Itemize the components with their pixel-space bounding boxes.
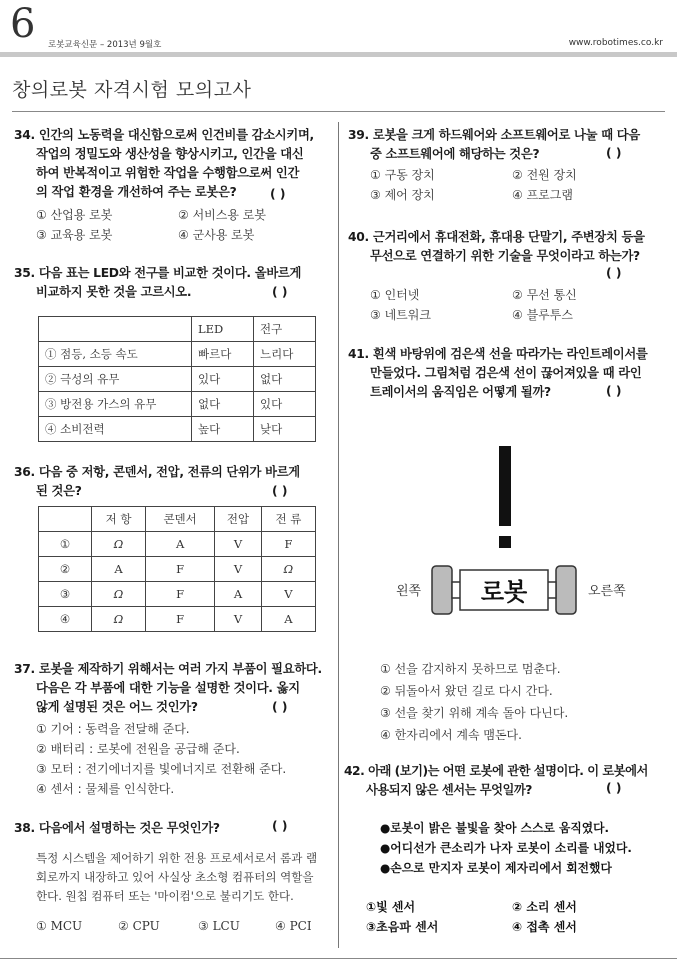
table-row [39, 582, 316, 607]
left-label: 왼쪽 [396, 584, 422, 599]
question-number: 39. [348, 128, 369, 142]
table-cell: 전압 [215, 507, 262, 532]
site-url: www.robotimes.co.kr [568, 38, 663, 48]
table-cell: ④ [39, 607, 92, 632]
table-cell: F [261, 532, 315, 557]
description-box [36, 849, 332, 906]
example-bullet: ●손으로 만지자 로봇이 제자리에서 회전했다 [380, 861, 612, 875]
header-bar [0, 52, 677, 57]
question-line: 사용되지 않은 센서는 무엇일까? [366, 783, 532, 797]
answer-paren: ( ) [606, 266, 622, 280]
example-bullet: ●로봇이 밝은 불빛을 찾아 스스로 움직였다. [380, 821, 610, 835]
question-40 [348, 228, 666, 266]
table-cell: Ω [92, 582, 146, 607]
option-4: ④ 한자리에서 계속 맴돈다. [380, 728, 522, 742]
black-line-dot [499, 536, 511, 548]
question-line: 중 소프트웨어에 해당하는 것은? [370, 147, 540, 161]
question-line: 다음에서 설명하는 것은 무엇인가? [38, 821, 220, 835]
option-3: ③ 제어 장치 [370, 188, 435, 202]
example-box [380, 818, 632, 878]
page-number: 6 [10, 1, 36, 47]
line-tracer-figure [340, 440, 670, 640]
option-2: ② 배터리 : 로봇에 전원을 공급해 준다. [36, 742, 240, 756]
description-line: 회로까지 내장하고 있어 사실상 초소형 컴퓨터의 역할을 [36, 870, 314, 884]
question-line: 만들었다. 그림처럼 검은색 선이 끊어져있을 때 라인 [370, 366, 642, 380]
answer-paren: ( ) [272, 285, 288, 299]
option-2: ② 서비스용 로봇 [178, 208, 266, 222]
answer-paren: ( ) [606, 781, 622, 795]
answer-paren: ( ) [272, 819, 288, 833]
question-line: 아래 (보기)는 어떤 로봇에 관한 설명이다. 이 로봇에서 [368, 764, 648, 778]
option-3: ③ 네트워크 [370, 308, 431, 322]
question-line: 작업의 정밀도와 생산성을 향상시키고, 인간을 대신 [36, 147, 304, 161]
footer-rule [0, 958, 677, 959]
option-4: ④ 프로그램 [512, 188, 573, 202]
option-4: ④ 블루투스 [512, 308, 573, 322]
table-cell: 빠르다 [192, 342, 254, 367]
option-2: ② 무선 통신 [512, 288, 577, 302]
answer-paren: ( ) [272, 484, 288, 498]
option-3: ③ 교육용 로봇 [36, 228, 113, 242]
table-cell: F [146, 582, 215, 607]
table-cell [39, 507, 92, 532]
question-line: 트레이서의 움직임은 어떻게 될까? [370, 385, 551, 399]
question-line: 의 작업 환경을 개선하여 주는 로봇은? [36, 185, 237, 199]
description-line: 한다. 원칩 컴퓨터 또는 '마이컴'으로 불리기도 한다. [36, 889, 294, 903]
table-cell: 없다 [254, 367, 316, 392]
option-2: ② 전원 장치 [512, 168, 577, 182]
publication-info: 로봇교육신문 – 2013년 9월호 [48, 40, 162, 50]
table-cell: A [261, 607, 315, 632]
table-cell: V [215, 607, 262, 632]
table-row [39, 342, 316, 367]
table-cell: 없다 [192, 392, 254, 417]
option-3: ③ 선을 찾기 위해 계속 돌아 다닌다. [380, 706, 569, 720]
section-title: 창의로봇 자격시험 모의고사 [12, 79, 252, 101]
black-line-upper [499, 446, 511, 526]
table-cell: 전구 [254, 317, 316, 342]
question-line: 다음 표는 LED와 전구를 비교한 것이다. 올바르게 [38, 266, 302, 280]
question-number: 35. [14, 266, 35, 280]
table-cell: 콘덴서 [146, 507, 215, 532]
table-cell: Ω [92, 607, 146, 632]
option-2: ② 소리 센서 [512, 900, 577, 914]
description-line: 특정 시스템을 제어하기 위한 전용 프로세서로서 롬과 램 [36, 851, 318, 865]
table-header-row [39, 317, 316, 342]
option-3: ③ LCU [198, 919, 240, 933]
answer-paren: ( ) [270, 187, 286, 201]
table-row [39, 417, 316, 442]
unit-table [38, 506, 316, 632]
table-row [39, 367, 316, 392]
left-wheel [432, 566, 452, 614]
table-cell: ③ [39, 582, 92, 607]
table-cell: LED [192, 317, 254, 342]
table-cell: 낮다 [254, 417, 316, 442]
table-row [39, 607, 316, 632]
table-cell: ④ 소비전력 [39, 417, 192, 442]
table-cell: ③ 방전용 가스의 유무 [39, 392, 192, 417]
table-cell: ② [39, 557, 92, 582]
table-cell: V [215, 532, 262, 557]
question-line: 인간의 노동력을 대신함으로써 인건비를 감소시키며, [38, 128, 314, 142]
question-number: 40. [348, 230, 369, 244]
table-cell: A [215, 582, 262, 607]
option-2: ② 뒤돌아서 왔던 길로 다시 간다. [380, 684, 553, 698]
table-cell: 높다 [192, 417, 254, 442]
answer-paren: ( ) [606, 384, 622, 398]
option-4: ④ 센서 : 물체를 인식한다. [36, 782, 175, 796]
question-line: 하여 반복적이고 위험한 작업을 수행함으로써 인간 [36, 166, 300, 180]
example-bullet: ●어디선가 큰소리가 나자 로봇이 소리를 내었다. [380, 841, 632, 855]
option-1: ①빛 센서 [366, 900, 416, 914]
right-wheel [556, 566, 576, 614]
table-cell: V [261, 582, 315, 607]
option-3: ③초음파 센서 [366, 920, 439, 934]
question-number: 36. [14, 465, 35, 479]
answer-paren: ( ) [606, 146, 622, 160]
question-line: 로봇을 크게 하드웨어와 소프트웨어로 나눌 때 다음 [372, 128, 640, 142]
question-line: 로봇을 제작하기 위해서는 여러 가지 부품이 필요하다. [38, 662, 322, 676]
right-label: 오른쪽 [588, 584, 626, 599]
table-cell: ② 극성의 유무 [39, 367, 192, 392]
question-line: 비교하지 못한 것을 고르시오. [36, 285, 192, 299]
answer-paren: ( ) [272, 700, 288, 714]
table-row [39, 557, 316, 582]
option-4: ④ PCI [275, 919, 312, 933]
question-line: 흰색 바탕위에 검은색 선을 따라가는 라인트레이서를 [372, 347, 648, 361]
title-divider [12, 111, 665, 112]
table-cell: 느리다 [254, 342, 316, 367]
question-line: 근거리에서 휴대전화, 휴대용 단말기, 주변장치 등을 [372, 230, 645, 244]
option-4: ④ 접촉 센서 [512, 920, 577, 934]
table-cell: ① 점등, 소등 속도 [39, 342, 192, 367]
question-line: 무선으로 연결하기 위한 기술을 무엇이라고 하는가? [370, 249, 640, 263]
option-3: ③ 모터 : 전기에너지를 빛에너지로 전환해 준다. [36, 762, 287, 776]
robot-label: 로봇 [480, 578, 528, 606]
option-1: ① 선을 감지하지 못하므로 멈춘다. [380, 662, 561, 676]
option-1: ① 구동 장치 [370, 168, 435, 182]
table-cell: A [92, 557, 146, 582]
question-number: 41. [348, 347, 369, 361]
table-header-row [39, 507, 316, 532]
table-cell: F [146, 607, 215, 632]
question-number: 34. [14, 128, 35, 142]
question-line: 다음 중 저항, 콘덴서, 전압, 전류의 단위가 바르게 [38, 465, 300, 479]
option-1: ① 인터넷 [370, 288, 420, 302]
question-number: 38. [14, 821, 35, 835]
option-1: ① MCU [36, 919, 83, 933]
table-cell: V [215, 557, 262, 582]
table-cell: 있다 [254, 392, 316, 417]
table-row [39, 392, 316, 417]
column-divider [338, 122, 339, 948]
option-1: ① 기어 : 동력을 전달해 준다. [36, 722, 190, 736]
table-cell: ① [39, 532, 92, 557]
option-2: ② CPU [118, 919, 160, 933]
option-1: ① 산업용 로봇 [36, 208, 113, 222]
table-cell: 저 항 [92, 507, 146, 532]
question-number: 37. [14, 662, 35, 676]
led-comparison-table [38, 316, 316, 442]
question-line: 된 것은? [36, 484, 82, 498]
question-number: 42. [344, 764, 365, 778]
question-line: 다음은 각 부품에 대한 기능을 설명한 것이다. 옳지 [36, 681, 300, 695]
table-cell: Ω [92, 532, 146, 557]
option-4: ④ 군사용 로봇 [178, 228, 255, 242]
question-line: 않게 설명된 것은 어느 것인가? [36, 700, 198, 714]
table-cell: A [146, 532, 215, 557]
table-cell: 전 류 [261, 507, 315, 532]
table-cell [39, 317, 192, 342]
table-row [39, 532, 316, 557]
table-cell: 있다 [192, 367, 254, 392]
table-cell: F [146, 557, 215, 582]
table-cell: Ω [261, 557, 315, 582]
